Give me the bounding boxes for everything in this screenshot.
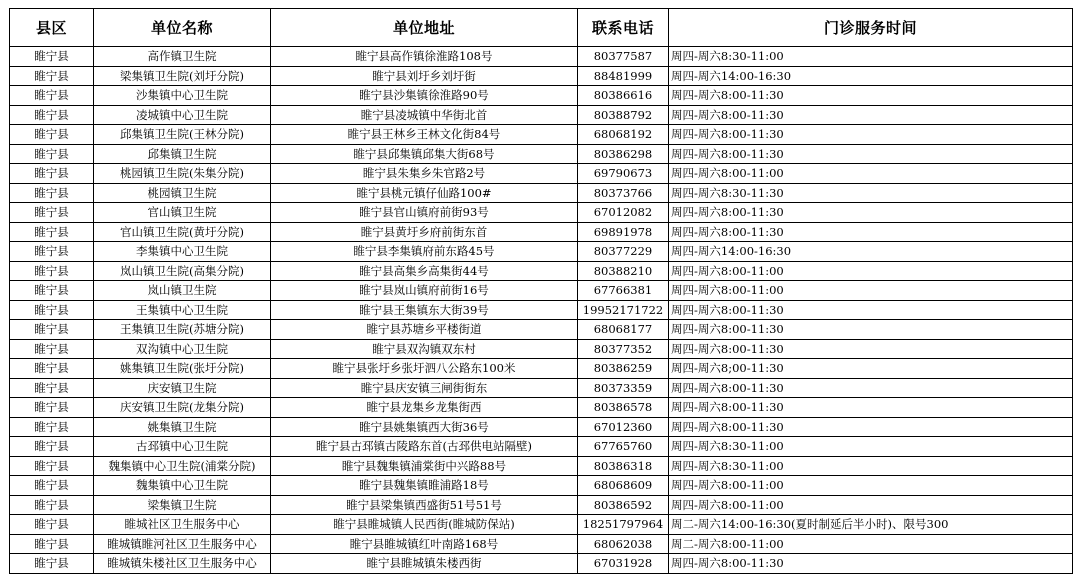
cell-hours: 周二-周六8:00-11:00 xyxy=(669,534,1073,554)
cell-address: 睢宁县凌城镇中华街北首 xyxy=(271,105,578,125)
table-row xyxy=(10,105,1073,125)
cell-phone: 68068192 xyxy=(578,125,669,145)
clinic-table-container xyxy=(9,8,1073,574)
cell-unit-name: 官山镇卫生院(黄圩分院) xyxy=(94,222,271,242)
header-county: 县区 xyxy=(10,9,94,47)
cell-county: 睢宁县 xyxy=(10,125,94,145)
cell-address: 睢宁县朱集乡朱官路2号 xyxy=(271,164,578,184)
table-row xyxy=(10,534,1073,554)
table-row xyxy=(10,164,1073,184)
cell-county: 睢宁县 xyxy=(10,105,94,125)
table-row xyxy=(10,359,1073,379)
cell-address: 睢宁县苏塘乡平楼街道 xyxy=(271,320,578,340)
cell-address: 睢宁县李集镇府前东路45号 xyxy=(271,242,578,262)
cell-address: 睢宁县庆安镇三闸街街东 xyxy=(271,378,578,398)
cell-unit-name: 王集镇中心卫生院 xyxy=(94,300,271,320)
cell-phone: 80377587 xyxy=(578,47,669,67)
cell-unit-name: 岚山镇卫生院(高集分院) xyxy=(94,261,271,281)
cell-phone: 80386298 xyxy=(578,144,669,164)
cell-phone: 18251797964 xyxy=(578,515,669,535)
cell-address: 睢宁县刘圩乡刘圩街 xyxy=(271,66,578,86)
cell-hours: 周四-周六8:00-11:30 xyxy=(669,300,1073,320)
cell-county: 睢宁县 xyxy=(10,476,94,496)
cell-unit-name: 姚集镇卫生院 xyxy=(94,417,271,437)
cell-county: 睢宁县 xyxy=(10,417,94,437)
cell-county: 睢宁县 xyxy=(10,554,94,574)
cell-county: 睢宁县 xyxy=(10,47,94,67)
cell-phone: 67766381 xyxy=(578,281,669,301)
cell-county: 睢宁县 xyxy=(10,183,94,203)
clinic-table xyxy=(9,8,1073,574)
cell-unit-name: 桃园镇卫生院(朱集分院) xyxy=(94,164,271,184)
table-row xyxy=(10,320,1073,340)
cell-address: 睢宁县岚山镇府前街16号 xyxy=(271,281,578,301)
cell-phone: 80377229 xyxy=(578,242,669,262)
cell-county: 睢宁县 xyxy=(10,437,94,457)
table-row xyxy=(10,125,1073,145)
cell-address: 睢宁县沙集镇徐淮路90号 xyxy=(271,86,578,106)
cell-county: 睢宁县 xyxy=(10,398,94,418)
cell-unit-name: 邱集镇卫生院 xyxy=(94,144,271,164)
cell-county: 睢宁县 xyxy=(10,164,94,184)
table-row xyxy=(10,66,1073,86)
cell-county: 睢宁县 xyxy=(10,339,94,359)
cell-phone: 80386592 xyxy=(578,495,669,515)
cell-hours: 周四-周六8:00-11:30 xyxy=(669,203,1073,223)
cell-county: 睢宁县 xyxy=(10,222,94,242)
table-row xyxy=(10,378,1073,398)
cell-address: 睢宁县古邳镇古陵路东首(古邳供电站隔壁) xyxy=(271,437,578,457)
cell-unit-name: 魏集镇中心卫生院(浦棠分院) xyxy=(94,456,271,476)
cell-hours: 周四-周六14:00-16:30 xyxy=(669,66,1073,86)
cell-unit-name: 古邳镇中心卫生院 xyxy=(94,437,271,457)
table-row xyxy=(10,300,1073,320)
cell-hours: 周四-周六8:00-11:30 xyxy=(669,125,1073,145)
table-row xyxy=(10,339,1073,359)
cell-hours: 周四-周六8:30-11:30 xyxy=(669,183,1073,203)
cell-phone: 80386318 xyxy=(578,456,669,476)
cell-phone: 67012082 xyxy=(578,203,669,223)
header-address: 单位地址 xyxy=(271,9,578,47)
cell-phone: 80386259 xyxy=(578,359,669,379)
cell-unit-name: 凌城镇中心卫生院 xyxy=(94,105,271,125)
cell-unit-name: 庆安镇卫生院(龙集分院) xyxy=(94,398,271,418)
table-row xyxy=(10,242,1073,262)
cell-address: 睢宁县张圩乡张圩泗八公路东100米 xyxy=(271,359,578,379)
table-header xyxy=(10,9,1073,47)
cell-county: 睢宁县 xyxy=(10,144,94,164)
cell-phone: 67765760 xyxy=(578,437,669,457)
cell-county: 睢宁县 xyxy=(10,261,94,281)
cell-hours: 周四-周六8:00-11:00 xyxy=(669,281,1073,301)
cell-county: 睢宁县 xyxy=(10,281,94,301)
cell-phone: 80386578 xyxy=(578,398,669,418)
cell-hours: 周四-周六8:00-11:30 xyxy=(669,378,1073,398)
cell-unit-name: 官山镇卫生院 xyxy=(94,203,271,223)
cell-county: 睢宁县 xyxy=(10,534,94,554)
cell-phone: 80388210 xyxy=(578,261,669,281)
table-row xyxy=(10,222,1073,242)
cell-hours: 周四-周六8:00-11:30 xyxy=(669,398,1073,418)
table-row xyxy=(10,515,1073,535)
cell-phone: 88481999 xyxy=(578,66,669,86)
cell-hours: 周四-周六8:00-11:00 xyxy=(669,164,1073,184)
cell-county: 睢宁县 xyxy=(10,320,94,340)
cell-phone: 67012360 xyxy=(578,417,669,437)
cell-hours: 周四-周六8:00-11:30 xyxy=(669,144,1073,164)
cell-address: 睢宁县龙集乡龙集街西 xyxy=(271,398,578,418)
cell-county: 睢宁县 xyxy=(10,300,94,320)
cell-county: 睢宁县 xyxy=(10,86,94,106)
cell-address: 睢宁县高集乡高集街44号 xyxy=(271,261,578,281)
cell-unit-name: 睢城镇朱楼社区卫生服务中心 xyxy=(94,554,271,574)
cell-address: 睢宁县魏集镇浦棠街中兴路88号 xyxy=(271,456,578,476)
cell-unit-name: 双沟镇中心卫生院 xyxy=(94,339,271,359)
cell-hours: 周四-周六8:00-11:00 xyxy=(669,495,1073,515)
cell-address: 睢宁县魏集镇睢浦路18号 xyxy=(271,476,578,496)
cell-phone: 67031928 xyxy=(578,554,669,574)
cell-phone: 68068609 xyxy=(578,476,669,496)
cell-hours: 周四-周六8:00-11:00 xyxy=(669,476,1073,496)
cell-address: 睢宁县姚集镇西大街36号 xyxy=(271,417,578,437)
cell-phone: 69790673 xyxy=(578,164,669,184)
cell-unit-name: 桃园镇卫生院 xyxy=(94,183,271,203)
cell-hours: 周二-周六14:00-16:30(夏时制延后半小时)、限号300 xyxy=(669,515,1073,535)
cell-unit-name: 李集镇中心卫生院 xyxy=(94,242,271,262)
table-row xyxy=(10,476,1073,496)
cell-unit-name: 庆安镇卫生院 xyxy=(94,378,271,398)
cell-phone: 68062038 xyxy=(578,534,669,554)
cell-address: 睢宁县黄圩乡府前街东首 xyxy=(271,222,578,242)
cell-address: 睢宁县高作镇徐淮路108号 xyxy=(271,47,578,67)
cell-hours: 周四-周六8:30-11:00 xyxy=(669,456,1073,476)
cell-unit-name: 姚集镇卫生院(张圩分院) xyxy=(94,359,271,379)
cell-unit-name: 王集镇卫生院(苏塘分院) xyxy=(94,320,271,340)
cell-address: 睢宁县睢城镇朱楼西街 xyxy=(271,554,578,574)
cell-hours: 周四-周六14:00-16:30 xyxy=(669,242,1073,262)
cell-unit-name: 睢城社区卫生服务中心 xyxy=(94,515,271,535)
table-row xyxy=(10,144,1073,164)
cell-hours: 周四-周六8:00-11:30 xyxy=(669,86,1073,106)
cell-hours: 周四-周六8:30-11:00 xyxy=(669,437,1073,457)
header-row xyxy=(10,9,1073,47)
header-unit-name: 单位名称 xyxy=(94,9,271,47)
cell-phone: 80386616 xyxy=(578,86,669,106)
cell-unit-name: 沙集镇中心卫生院 xyxy=(94,86,271,106)
cell-unit-name: 高作镇卫生院 xyxy=(94,47,271,67)
cell-hours: 周四-周六8:00-11:30 xyxy=(669,320,1073,340)
table-row xyxy=(10,261,1073,281)
cell-county: 睢宁县 xyxy=(10,456,94,476)
cell-unit-name: 梁集镇卫生院 xyxy=(94,495,271,515)
table-row xyxy=(10,183,1073,203)
cell-county: 睢宁县 xyxy=(10,495,94,515)
table-row xyxy=(10,86,1073,106)
cell-unit-name: 梁集镇卫生院(刘圩分院) xyxy=(94,66,271,86)
table-row xyxy=(10,437,1073,457)
table-row xyxy=(10,203,1073,223)
cell-hours: 周四-周六8:00-11:30 xyxy=(669,554,1073,574)
cell-county: 睢宁县 xyxy=(10,203,94,223)
table-row xyxy=(10,456,1073,476)
header-phone: 联系电话 xyxy=(578,9,669,47)
header-hours: 门诊服务时间 xyxy=(669,9,1073,47)
cell-county: 睢宁县 xyxy=(10,66,94,86)
table-body xyxy=(10,47,1073,574)
cell-phone: 80373766 xyxy=(578,183,669,203)
cell-phone: 80377352 xyxy=(578,339,669,359)
cell-hours: 周四-周六8:30-11:00 xyxy=(669,47,1073,67)
cell-phone: 69891978 xyxy=(578,222,669,242)
cell-hours: 周四-周六8:00-11:30 xyxy=(669,417,1073,437)
table-row xyxy=(10,495,1073,515)
cell-address: 睢宁县邱集镇邱集大街68号 xyxy=(271,144,578,164)
cell-address: 睢宁县双沟镇双东村 xyxy=(271,339,578,359)
cell-phone: 19952171722 xyxy=(578,300,669,320)
table-row xyxy=(10,281,1073,301)
cell-hours: 周四-周六8:00-11:00 xyxy=(669,261,1073,281)
cell-address: 睢宁县官山镇府前街93号 xyxy=(271,203,578,223)
cell-hours: 周四-周六8:00-11:30 xyxy=(669,222,1073,242)
cell-address: 睢宁县桃元镇仔仙路100# xyxy=(271,183,578,203)
cell-address: 睢宁县王林乡王林文化街84号 xyxy=(271,125,578,145)
cell-county: 睢宁县 xyxy=(10,378,94,398)
cell-phone: 80373359 xyxy=(578,378,669,398)
cell-county: 睢宁县 xyxy=(10,515,94,535)
cell-address: 睢宁县睢城镇人民西街(睢城防保站) xyxy=(271,515,578,535)
cell-county: 睢宁县 xyxy=(10,242,94,262)
cell-phone: 80388792 xyxy=(578,105,669,125)
cell-hours: 周四-周六8;00-11:30 xyxy=(669,359,1073,379)
cell-hours: 周四-周六8:00-11:30 xyxy=(669,339,1073,359)
cell-address: 睢宁县梁集镇西盛街51号51号 xyxy=(271,495,578,515)
cell-hours: 周四-周六8:00-11:30 xyxy=(669,105,1073,125)
cell-phone: 68068177 xyxy=(578,320,669,340)
table-row xyxy=(10,398,1073,418)
cell-unit-name: 邱集镇卫生院(王林分院) xyxy=(94,125,271,145)
cell-address: 睢宁县睢城镇红叶南路168号 xyxy=(271,534,578,554)
table-row xyxy=(10,47,1073,67)
table-row xyxy=(10,554,1073,574)
cell-unit-name: 岚山镇卫生院 xyxy=(94,281,271,301)
cell-unit-name: 魏集镇中心卫生院 xyxy=(94,476,271,496)
cell-unit-name: 睢城镇睢河社区卫生服务中心 xyxy=(94,534,271,554)
cell-address: 睢宁县王集镇东大街39号 xyxy=(271,300,578,320)
table-row xyxy=(10,417,1073,437)
cell-county: 睢宁县 xyxy=(10,359,94,379)
